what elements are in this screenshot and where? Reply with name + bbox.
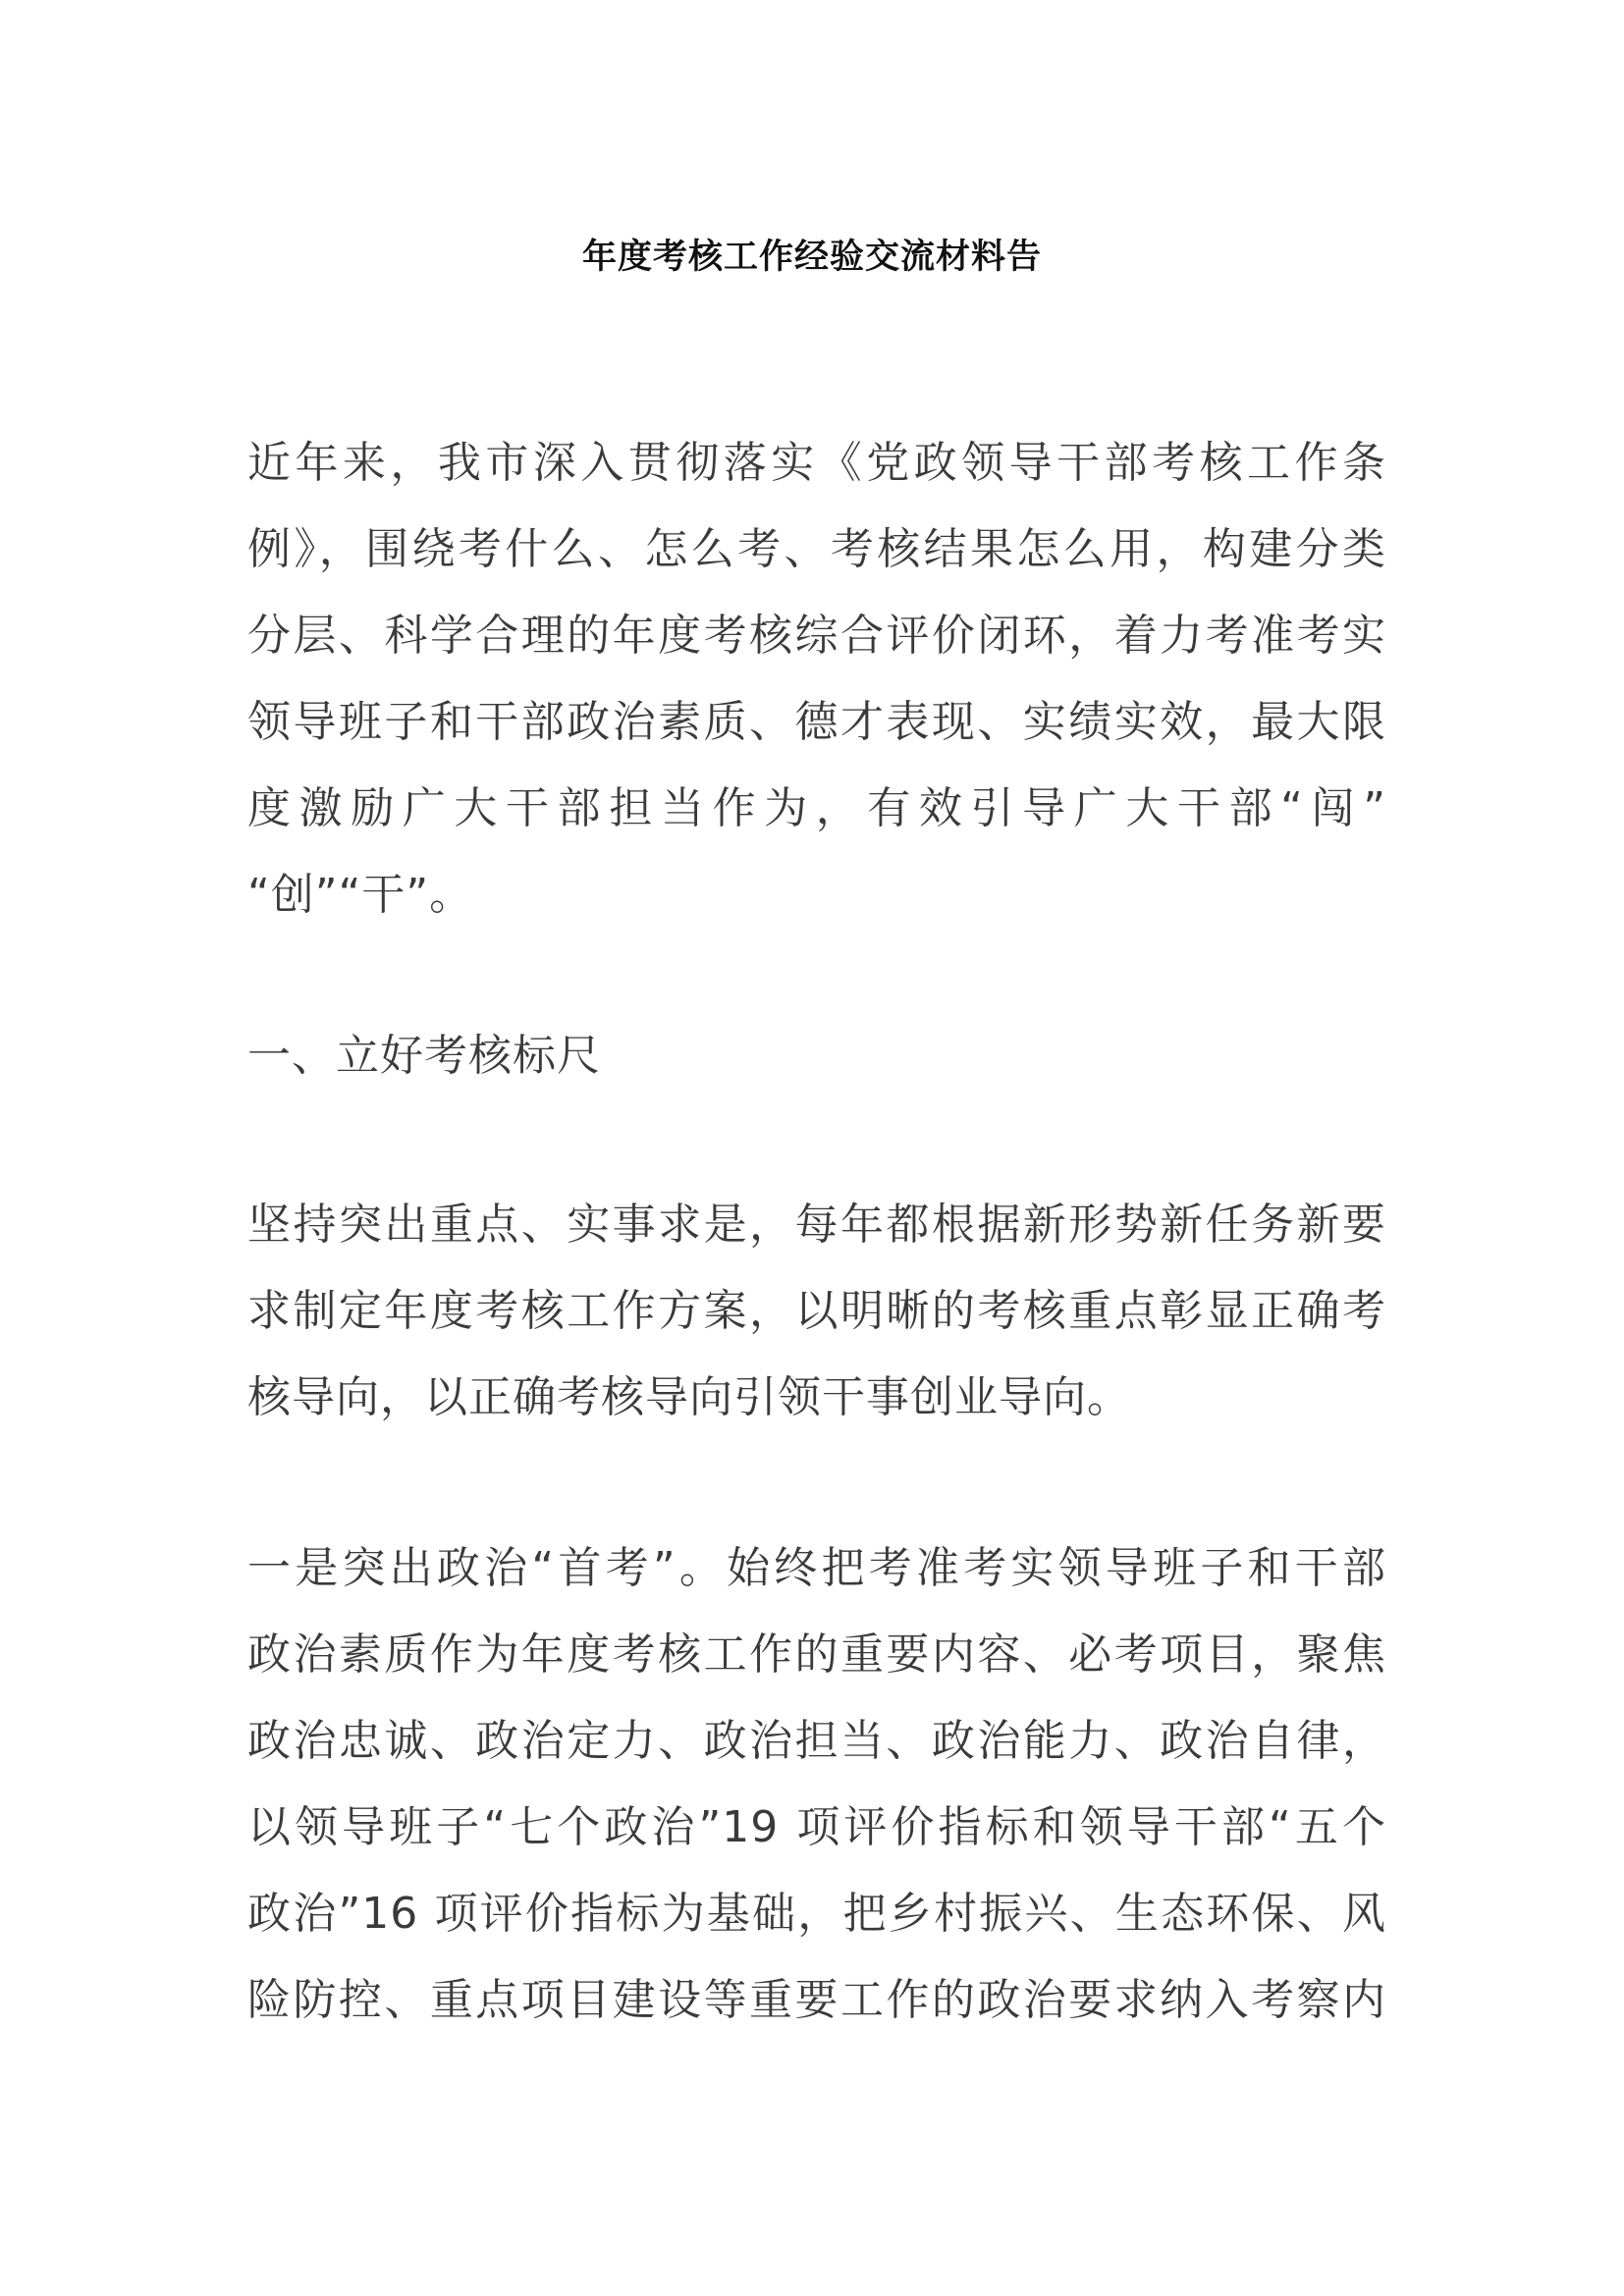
section1-paragraph-2 (247, 1525, 1386, 2044)
section-heading: 一、立好考核标尺 (247, 1031, 601, 1081)
paragraph-line: 政治忠诚、政治定力、政治担当、政治能力、政治自律， (247, 1716, 1386, 1766)
document-title: 年度考核工作经验交流材料告 (581, 238, 1042, 277)
paragraph-line: 坚持突出重点、实事求是，每年都根据新形势新任务新要 (247, 1200, 1386, 1250)
paragraph-line: 险防控、重点项目建设等重要工作的政治要求纳入考察内 (247, 1975, 1386, 2025)
paragraph-line: 分层、科学合理的年度考核综合评价闭环，着力考准考实 (247, 611, 1386, 661)
paragraph-line: 领导班子和干部政治素质、德才表现、实绩实效，最大限 (247, 697, 1386, 747)
paragraph-line: 政治素质作为年度考核工作的重要内容、必考项目，聚焦 (247, 1629, 1386, 1680)
paragraph-line: 近年来，我市深入贯彻落实《党政领导干部考核工作条 (247, 438, 1386, 488)
paragraph-line: 一是突出政治“首考”。始终把考准考实领导班子和干部 (247, 1543, 1386, 1593)
paragraph-line: 以领导班子“七个政治”19 项评价指标和领导干部“五个 (247, 1802, 1386, 1852)
paragraph-line: 度激励广大干部担当作为，有效引导广大干部“闯” (247, 783, 1386, 833)
paragraph-line: 求制定年度考核工作方案，以明晰的考核重点彰显正确考 (247, 1286, 1386, 1336)
paragraph-line: “创”“干”。 (247, 870, 474, 920)
paragraph-line: 例》，围绕考什么、怎么考、考核结果怎么用，构建分类 (247, 524, 1386, 574)
intro-paragraph (247, 420, 1386, 938)
section1-paragraph-1 (247, 1182, 1386, 1441)
paragraph-line: 政治”16 项评价指标为基础，把乡村振兴、生态环保、风 (247, 1889, 1386, 1939)
paragraph-line: 核导向，以正确考核导向引领干事创业导向。 (247, 1372, 1131, 1422)
